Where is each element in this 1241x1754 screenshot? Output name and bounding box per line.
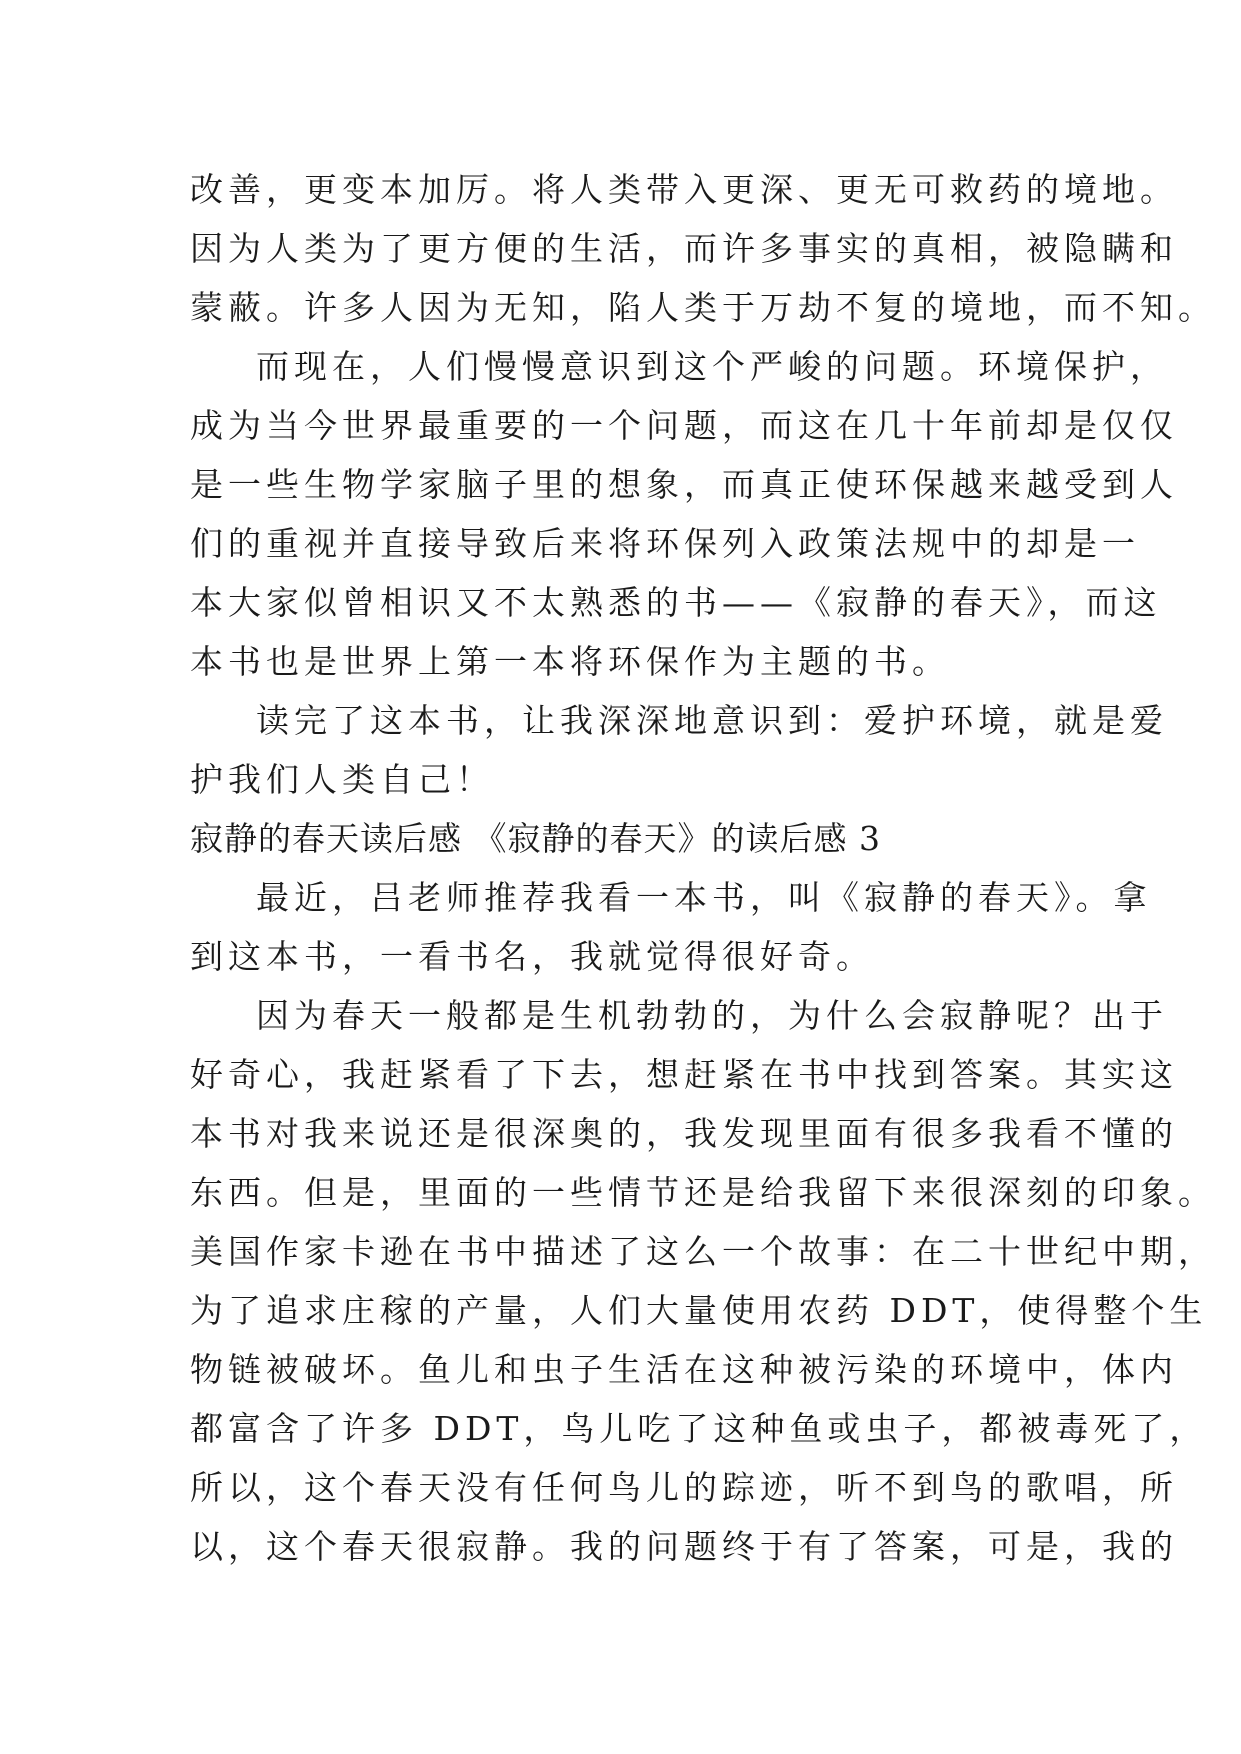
text-line: 本书也是世界上第一本将环保作为主题的书。	[190, 642, 950, 681]
text-line: 本书对我来说还是很深奥的，我发现里面有很多我看不懂的	[190, 1114, 1178, 1153]
paragraph-start-line: 最近，吕老师推荐我看一本书，叫《寂静的春天》。拿	[256, 878, 1152, 917]
text-line: 美国作家卡逊在书中描述了这么一个故事：在二十世纪中期，	[190, 1232, 1216, 1271]
text-line: 本大家似曾相识又不太熟悉的书——《寂静的春天》，而这	[190, 583, 1162, 622]
text-line: 东西。但是，里面的一些情节还是给我留下来很深刻的印象。	[190, 1173, 1216, 1212]
text-line: 改善，更变本加厉。将人类带入更深、更无可救药的境地。	[190, 170, 1178, 209]
text-line: 以，这个春天很寂静。我的问题终于有了答案，可是，我的	[190, 1527, 1178, 1566]
section-title: 寂静的春天读后感 《寂静的春天》的读后感 3	[190, 819, 881, 858]
paragraph-start-line: 读完了这本书，让我深深地意识到：爱护环境，就是爱	[256, 701, 1168, 740]
body-text	[190, 160, 1216, 1576]
text-line: 为了追求庄稼的产量，人们大量使用农药 DDT，使得整个生	[190, 1291, 1208, 1330]
text-line: 护我们人类自己！	[190, 760, 494, 799]
text-line: 是一些生物学家脑子里的想象，而真正使环保越来越受到人	[190, 465, 1178, 504]
paragraph-start-line: 因为春天一般都是生机勃勃的，为什么会寂静呢？出于	[256, 996, 1168, 1035]
text-line: 所以，这个春天没有任何鸟儿的踪迹，听不到鸟的歌唱，所	[190, 1468, 1178, 1507]
text-line: 物链被破坏。鱼儿和虫子生活在这种被污染的环境中，体内	[190, 1350, 1178, 1389]
text-line: 好奇心，我赶紧看了下去，想赶紧在书中找到答案。其实这	[190, 1055, 1178, 1094]
text-line: 蒙蔽。许多人因为无知，陷人类于万劫不复的境地，而不知。	[190, 288, 1216, 327]
text-line: 都富含了许多 DDT，鸟儿吃了这种鱼或虫子，都被毒死了，	[190, 1409, 1208, 1448]
text-line: 因为人类为了更方便的生活，而许多事实的真相，被隐瞒和	[190, 229, 1178, 268]
text-line: 们的重视并直接导致后来将环保列入政策法规中的却是一	[190, 524, 1140, 563]
text-line: 到这本书，一看书名，我就觉得很好奇。	[190, 937, 874, 976]
text-line: 成为当今世界最重要的一个问题，而这在几十年前却是仅仅	[190, 406, 1178, 445]
paragraph-start-line: 而现在，人们慢慢意识到这个严峻的问题。环境保护，	[256, 347, 1168, 386]
